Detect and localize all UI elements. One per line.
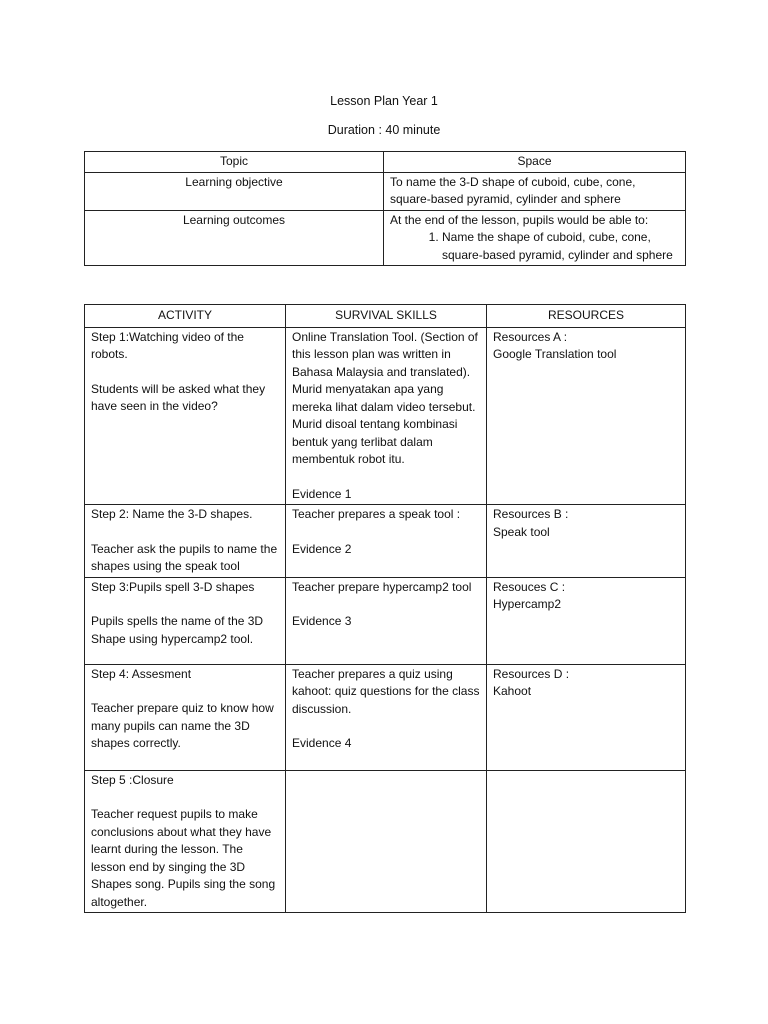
resource-label: Resources B : (493, 507, 569, 521)
activity-text: Teacher request pupils to make conclusions about what they have learnt during the lesson. The lesson end by singing the 3D Shapes song. Pupils sing the song altogether. (91, 807, 276, 909)
resources-cell (487, 577, 686, 664)
resource-value: Kahoot (493, 684, 532, 698)
column-header-resources: RESOURCES (487, 305, 686, 328)
lesson-info-table (84, 151, 686, 266)
skills-text: Teacher prepare hypercamp2 tool (292, 579, 472, 594)
info-label: Learning objective (85, 172, 384, 210)
activity-text: Pupils spells the name of the 3D Shape using hypercamp2 tool. (91, 614, 264, 646)
resource-label: Resouces C : (493, 579, 566, 594)
resource-value: Hypercamp2 (493, 597, 562, 611)
activity-cell (85, 770, 286, 913)
table-row (85, 210, 686, 266)
table-row (85, 152, 686, 173)
evidence-label: Evidence 2 (292, 541, 352, 556)
table-row (85, 172, 686, 210)
evidence-label: Evidence 4 (292, 736, 352, 750)
activity-title: Step 2: Name the 3-D shapes. (91, 507, 253, 521)
table-row (85, 664, 686, 770)
table-row (85, 327, 686, 505)
info-label: Learning outcomes (85, 210, 384, 266)
resources-cell (487, 664, 686, 770)
activity-title: Step 3:Pupils spell 3-D shapes (91, 579, 255, 594)
activity-title: Step 4: Assesment (91, 666, 192, 681)
activity-title: Step 5 :Closure (91, 772, 174, 787)
skills-cell (286, 770, 487, 913)
duration-text: Duration : 40 minute (327, 123, 441, 137)
list-item: 1. Name the shape of cuboid, cube, cone, square-based pyramid, cylinder and sphere (442, 229, 679, 264)
info-value: To name the 3-D shape of cuboid, cube, cone, square-based pyramid, cylinder and sphere (384, 172, 686, 210)
resource-label: Resources D : (493, 666, 570, 681)
column-header-skills: SURVIVAL SKILLS (286, 305, 487, 328)
skills-text: Teacher prepares a quiz using kahoot: quiz questions for the class discussion. (292, 666, 480, 716)
info-value: Space (384, 152, 686, 173)
resource-label: Resources A : (493, 329, 568, 344)
resource-value: Google Translation tool (493, 347, 617, 361)
activity-cell (85, 505, 286, 578)
activity-text: Teacher prepare quiz to know how many pupils can name the 3D shapes correctly. (91, 701, 274, 750)
skills-text: Online Translation Tool. (Section of this lesson plan was written in Bahasa Malaysia and translated). Murid menyatakan apa yang mereka lihat dalam video tersebut. Murid disoal tentang kombinasi bentuk yang terlibat dalam membentuk robot itu. (292, 329, 478, 466)
skills-text: Teacher prepares a speak tool : (292, 507, 461, 521)
resources-cell (487, 327, 686, 505)
info-value-cell (384, 210, 686, 266)
skills-cell (286, 577, 487, 664)
evidence-label: Evidence 1 (292, 486, 352, 501)
skills-cell (286, 664, 487, 770)
skills-cell (286, 327, 487, 505)
table-row (85, 577, 686, 664)
outcomes-list (390, 229, 679, 264)
activity-cell (85, 327, 286, 505)
column-header-activity: ACTIVITY (85, 305, 286, 328)
resources-cell (487, 505, 686, 578)
resources-cell (487, 770, 686, 913)
outcomes-intro: At the end of the lesson, pupils would be able to: (390, 212, 649, 227)
activity-text: Students will be asked what they have seen in the video? (91, 381, 266, 413)
activity-cell (85, 664, 286, 770)
activity-title: Step 1:Watching video of the robots. (91, 329, 244, 361)
info-label: Topic (85, 152, 384, 173)
activity-table (84, 304, 686, 913)
activity-text: Teacher ask the pupils to name the shapes using the speak tool (91, 541, 278, 573)
resource-value: Speak tool (493, 524, 550, 539)
evidence-label: Evidence 3 (292, 614, 352, 628)
table-row (85, 770, 686, 913)
table-row (85, 505, 686, 578)
table-header-row (85, 305, 686, 328)
page-title: Lesson Plan Year 1 (330, 94, 438, 108)
activity-cell (85, 577, 286, 664)
skills-cell (286, 505, 487, 578)
